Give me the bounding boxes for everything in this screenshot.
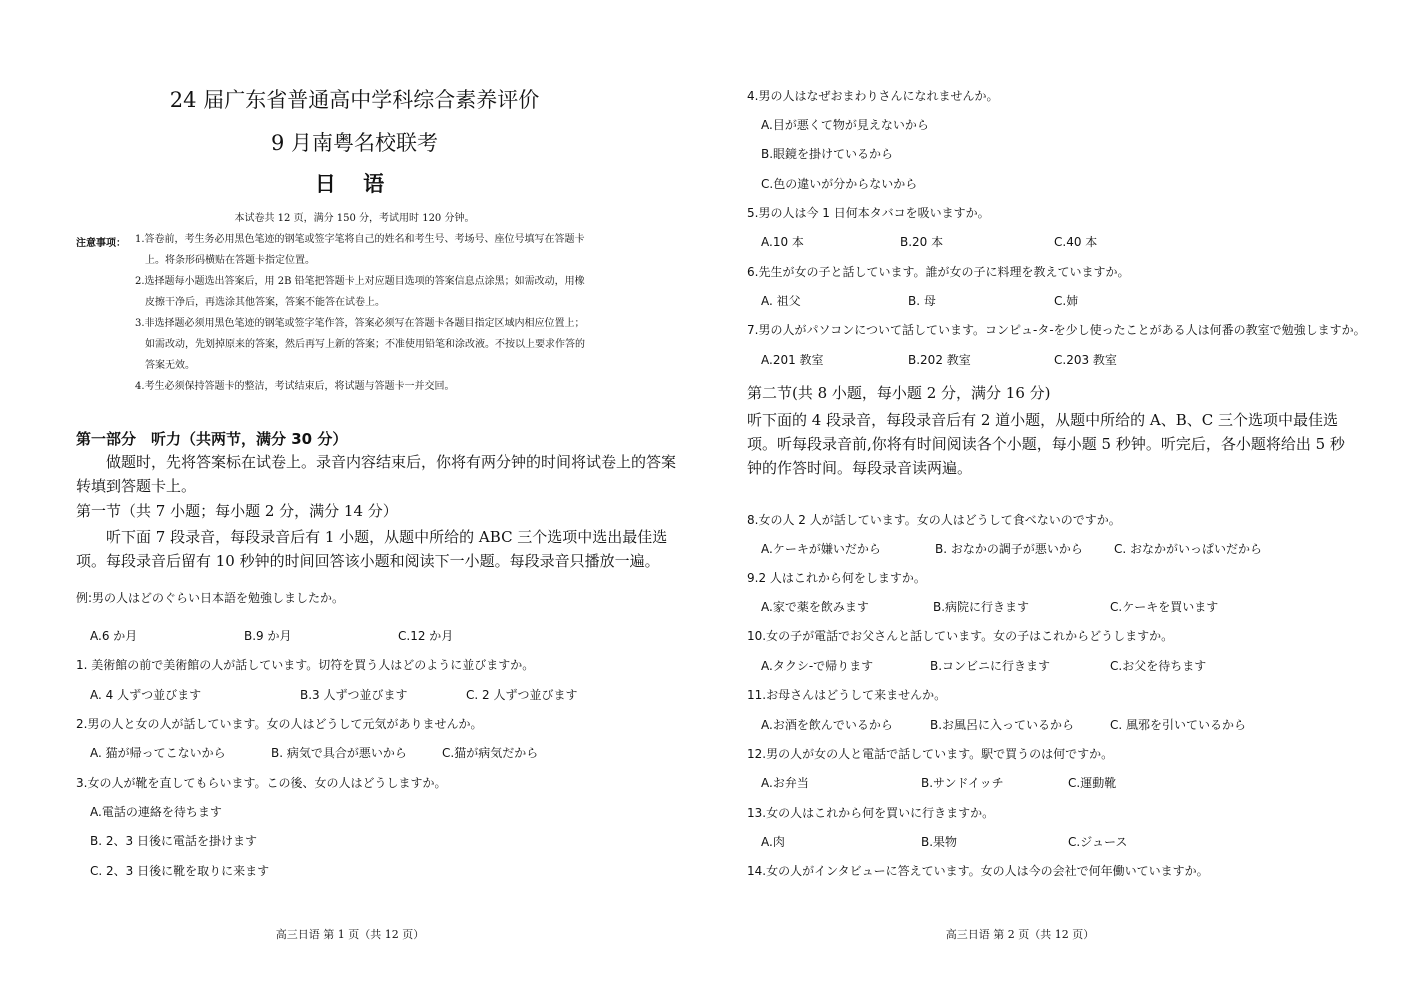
section2-instructions [747,408,1345,480]
option-a: A.目が悪くて物が見えないから [761,118,929,132]
page-footer: 高三日语 第 1 页（共 12 页） [275,928,425,941]
notes-label: 注意事项： [76,238,126,249]
page-footer: 高三日语 第 2 页（共 12 页） [945,928,1095,941]
part1-heading: 第一部分 听力（共两节，满分 30 分） [76,430,348,448]
option-a: A.電話の連絡を待ちます [90,805,222,819]
option-b: B. 病気で具合が悪いから [271,746,407,760]
question-1: 1. 美術館の前で美術館の人が話しています。切符を買う人はどのように並びますか。 [76,658,535,672]
note-line: 4.考生必须保持答题卡的整洁，考试结束后，将试题与答题卡一并交回。 [135,381,455,392]
option-a: A.ケーキが嫌いだから [761,542,881,556]
question-10: 10.女の子が電話でお父さんと話しています。女の子はこれからどうしますか。 [747,629,1174,643]
option-c: C. 風邪を引いているから [1110,718,1247,732]
option-b: B.サンドイッチ [921,776,1004,790]
option-b: B.3 人ずつ並びます [300,688,408,702]
section2-heading: 第二节(共 8 小题，每小题 2 分，满分 16 分) [747,384,1051,402]
option-c: C.色の違いが分からないから [761,177,918,191]
note-line: 3.非选择题必须用黑色笔迹的钢笔或签字笔作答，答案必须写在答题卡各题目指定区域内相应位置上； [135,318,585,329]
page-2 [709,0,1418,983]
question-13: 13.女の人はこれから何を買いに行きますか。 [747,806,995,820]
option-b: B. 母 [908,294,936,308]
note-line: 皮擦干净后，再选涂其他答案，答案不能答在试卷上。 [145,297,385,308]
option-c: C.ジュース [1068,835,1128,849]
option-c: C.運動靴 [1068,776,1117,790]
notes-block [135,229,670,397]
option-c: C. おなかがいっぱいだから [1114,542,1263,556]
option-a: A. 祖父 [761,294,801,308]
option-b: B.お風呂に入っているから [930,718,1075,732]
question-6: 6.先生が女の子と話しています。誰が女の子に料理を教えていますか。 [747,265,1130,279]
note-line: 上。将条形码横贴在答题卡指定位置。 [145,255,315,266]
option-b: B.コンビニに行きます [930,659,1051,673]
note-line: 如需改动，先划掉原来的答案，然后再写上新的答案；不准使用铅笔和涂改液。不按以上要求作答的 [145,339,585,350]
question-2: 2.男の人と女の人が話しています。女の人はどうして元気がありませんか。 [76,717,483,731]
option-a: A.お弁当 [761,776,809,790]
section1-instructions-text: 听下面 7 段录音，每段录音后有 1 小题，从题中所给的 ABC 三个选项中选出最佳选项。每段录音后留有 10 秒钟的时间回答该小题和阅读下一小题。每段录音只播放一遍。 [76,528,668,570]
option-b: B.20 本 [900,235,944,249]
question-3: 3.女の人が靴を直してもらいます。この後、女の人はどうしますか。 [76,776,447,790]
option-c: C.40 本 [1054,235,1098,249]
exam-title-line1: 24 届广东省普通高中学科综合素养评价 [169,88,540,112]
note-line: 1.答卷前，考生务必用黑色笔迹的钢笔或签字笔将自己的姓名和考生号、考场号、座位号填写在答题卡 [135,234,585,245]
part1-instructions-text: 做题时，先将答案标在试卷上。录音内容结束后，你将有两分钟的时间将试卷上的答案转填到答题卡上。 [76,453,677,495]
question-14: 14.女の人がインタビューに答えています。女の人は今の会社で何年働いていますか。 [747,864,1209,878]
option-c: C.姉 [1054,294,1079,308]
option-a: A.お酒を飲んでいるから [761,718,893,732]
option-b: B. おなかの調子が悪いから [935,542,1083,556]
section2-instructions-text: 听下面的 4 段录音，每段录音后有 2 道小题，从题中所给的 A、B、C 三个选项中最佳选项。听每段录音前,你将有时间阅读各个小题，每小题 5 秒钟。听完后，各小题将给出 5 秒钟的作答时间。每段录音读两遍。 [747,411,1345,477]
option-a: A.肉 [761,835,785,849]
option-c: C.203 教室 [1054,353,1117,367]
subject-title: 日 语 [314,172,395,196]
question-7: 7.男の人がパソコンについて話しています。コンピュ-タ-を少し使ったことがある人は何番の教室で勉強しますか。 [747,323,1366,337]
option-b: B.病院に行きます [933,600,1030,614]
option-c: C.12 か月 [398,629,454,643]
option-c: C.お父を待ちます [1110,659,1207,673]
question-12: 12.男の人が女の人と電話で話しています。駅で買うのは何ですか。 [747,747,1114,761]
exam-info: 本试卷共 12 页，满分 150 分，考试用时 120 分钟。 [234,213,475,224]
question-4: 4.男の人はなぜおまわりさんになれませんか。 [747,89,999,103]
option-c: C.ケーキを買います [1110,600,1219,614]
option-b: B.9 か月 [244,629,292,643]
option-b: B. 2、3 日後に電話を掛けます [90,834,257,848]
question-9: 9.2 人はこれから何をしますか。 [747,571,926,585]
note-line: 2.选择题每小题选出答案后，用 2B 铅笔把答题卡上对应题目选项的答案信息点涂黑；如需改动，用橡 [135,276,585,287]
note-line: 答案无效。 [145,360,195,371]
section1-heading: 第一节（共 7 小题；每小题 2 分，满分 14 分） [76,502,398,520]
option-a: A. 4 人ずつ並びます [90,688,202,702]
option-a: A.10 本 [761,235,804,249]
option-a: A.201 教室 [761,353,824,367]
part1-instructions [76,450,676,498]
option-c: C. 2 人ずつ並びます [466,688,578,702]
section1-instructions [76,525,676,573]
option-a: A.6 か月 [90,629,138,643]
question-8: 8.女の人 2 人が話しています。女の人はどうして食べないのですか。 [747,513,1121,527]
question-11: 11.お母さんはどうして来ませんか。 [747,688,947,702]
option-b: B.果物 [921,835,958,849]
question-5: 5.男の人は今 1 日何本タバコを吸いますか。 [747,206,990,220]
option-b: B.202 教室 [908,353,971,367]
exam-title-line2: 9 月南粤名校联考 [270,131,439,155]
option-a: A.タクシ-で帰ります [761,659,874,673]
option-c: C. 2、3 日後に靴を取りに来ます [90,864,270,878]
option-a: A. 猫が帰ってこないから [90,746,226,760]
option-b: B.眼鏡を掛けているから [761,147,894,161]
option-a: A.家で薬を飲みます [761,600,869,614]
example-question: 例:男の人はどのぐらい日本語を勉強しましたか。 [76,591,345,605]
option-c: C.猫が病気だから [442,746,539,760]
